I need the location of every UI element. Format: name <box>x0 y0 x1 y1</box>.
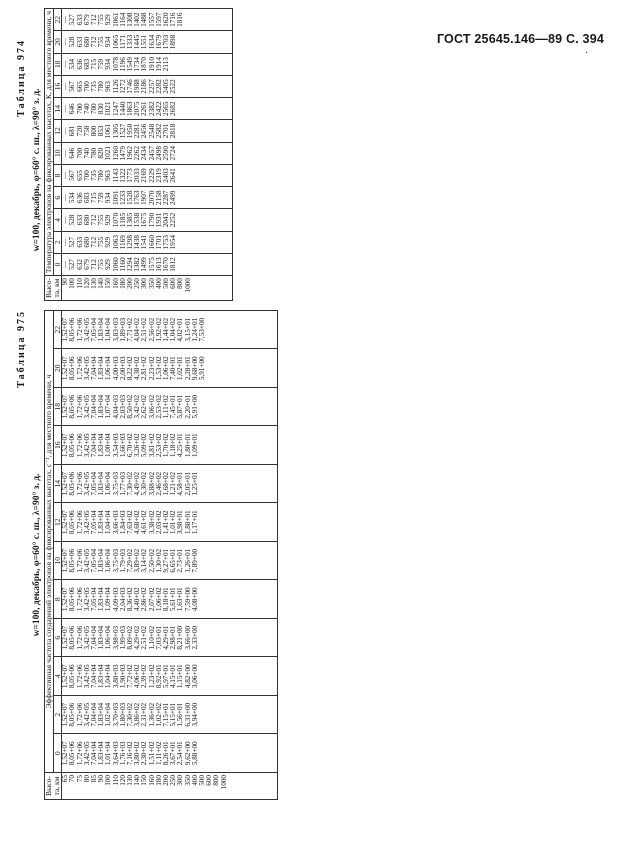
value-column: 1,52+07 8,05+06 1,72+06 3,42+05 7,04+04 1,83+04 1,07+04 4,04+03 2,03+03 8,50+02 3,42+02 2,62+02 3,06+02 2,53+02 1,11+02 7,45+01 5,87+01 2,20+01 5,91+00 <box>62 388 278 427</box>
hour-header: 14 <box>53 465 62 504</box>
hour-header: 8 <box>53 164 62 186</box>
scan-dot: · <box>585 48 589 59</box>
hour-header: 16 <box>53 426 62 465</box>
value-column: — 527 633 680 712 755 929 1063 1169 1298 1438 1541 1660 1701 1753 1954 <box>62 231 233 253</box>
altitude-column: 90 100 110 120 130 140 150 160 180 200 250 300 350 400 500 600 800 1000 <box>62 276 233 301</box>
value-column: 1,52+07 8,05+06 1,72+06 3,42+05 7,04+04 1,83+04 1,04+04 3,80+03 1,90+03 7,72+02 4,06+02 2,39+02 1,23+02 8,92+01 5,97+01 4,15+01 1,15+01 4,82+00 3,06+00 <box>62 657 278 696</box>
value-column: 1,52+07 8,05+06 1,72+06 3,42+05 7,04+04 1,83+04 1,00+04 3,54+03 1,66+03 6,70+02 3,26+02 5,09+02 3,81+02 2,53+02 1,70+02 1,18+02 4,25+01 1,80+01 1,09+01 <box>62 426 278 465</box>
value-column: 1,52+07 8,05+06 1,72+06 3,42+05 7,04+04 1,83+04 1,06+04 3,98+03 1,99+03 8,09+02 4,29+02 2,51+02 1,10+02 7,03+01 4,29+01 2,98+01 8,21+00 3,66+00 2,33+00 <box>62 619 278 658</box>
altitude-header: Высо- та, км <box>45 773 62 800</box>
hour-header: 16 <box>53 75 62 97</box>
value-column: 1,52+07 8,05+06 1,72+06 3,42+05 7,05+04 1,83+04 1,04+04 3,66+03 1,84+03 7,63+02 4,68+02 4,61+02 3,38+02 2,03+02 1,41+02 1,01+02 3,98+01 1,88+01 1,17+01 <box>62 503 278 542</box>
value-column: — 527 632 679 712 755 929 1060 1160 1294 1382 1499 1575 1613 1670 1812 <box>62 253 233 275</box>
hour-header: 14 <box>53 98 62 120</box>
hour-header: 20 <box>53 31 62 53</box>
value-column: 1,52+07 8,05+06 1,72+06 3,42+05 7,05+04 1,83+04 1,06+04 3,75+03 1,79+03 7,29+02 3,89+02 3,14+02 2,50+02 1,30+02 9,27+01 6,65+01 2,73+01 1,26+01 7,89+00 <box>62 542 278 581</box>
table-subtitle: w=100, декабрь, φ=60° с. ш., λ=90° з. д. <box>32 473 42 637</box>
table-974-block <box>16 11 233 301</box>
value-column: — 567 665 700 735 780 963 1126 1272 1746 1988 2186 2257 2282 2405 2522 <box>62 75 233 97</box>
table-975-block <box>16 310 278 800</box>
hour-header: 6 <box>53 619 62 658</box>
value-column: 1,52+07 8,05+06 1,72+06 3,42+05 7,05+04 1,83+04 1,06+04 3,75+03 1,77+03 7,30+02 4,49+02 5,30+02 3,88+02 2,46+02 1,68+02 1,21+02 4,58+01 2,05+01 1,25+01 <box>62 465 278 504</box>
value-column: — 527 633 679 712 755 929 1061 1164 1308 1402 1488 1557 1597 1620 1716 1816 <box>62 9 233 31</box>
hour-header: 4 <box>53 209 62 231</box>
hour-header: 0 <box>53 253 62 275</box>
value-column: — 528 633 680 712 755 934 1065 1171 1333 1445 1551 1634 1679 1703 1898 <box>62 31 233 53</box>
hour-header: 20 <box>53 349 62 388</box>
hour-header: 2 <box>53 696 62 735</box>
hour-header: 6 <box>53 187 62 209</box>
hour-header: 0 <box>53 734 62 773</box>
value-column: — 534 636 683 715 759 934 1078 1196 1549 1734 1870 1910 1914 2113 <box>62 53 233 75</box>
value-column: — 534 636 683 715 759 934 1091 1233 1528 1763 1907 2070 2158 2287 2499 <box>62 187 233 209</box>
altitude-header: Высо- та, км <box>45 276 62 301</box>
hour-header: 4 <box>53 657 62 696</box>
altitude-column: 65 70 75 80 85 90 100 110 120 130 140 150 160 180 200 250 300 350 400 500 600 800 1000 <box>62 773 278 800</box>
hour-header: 12 <box>53 503 62 542</box>
value-column: — 567 655 700 735 780 963 1143 1322 1773 2033 2169 2229 2319 2403 2641 <box>62 164 233 186</box>
value-column: 1,52+07 8,05+06 1,72+06 3,42+05 7,05+04 1,83+04 1,04+04 3,83+03 1,89+03 7,71+02 4,04+02 2,51+02 2,56+02 1,92+02 1,44+02 1,04+02 4,02+01 3,15+01 1,24+01 7,53+00 <box>62 311 278 350</box>
hour-header: 2 <box>53 231 62 253</box>
hour-header: 8 <box>53 580 62 619</box>
value-column: 1,52+07 8,05+06 1,72+06 3,42+05 7,04+04 1,83+04 1,06+04 4,00+03 2,00+03 8,22+02 4,38+02 2,81+02 2,23+02 1,53+02 1,06+02 7,40+01 1,02+01 2,28+01 9,68+00 5,91+00 <box>62 349 278 388</box>
value-column: 1,52+07 8,05+06 1,72+06 3,42+05 7,04+04 1,83+04 1,01+04 3,64+03 1,76+03 7,16+02 3,80+02 2,30+02 1,51+02 1,11+02 8,26+01 3,67+01 2,54+01 9,62+00 5,88+00 <box>62 734 278 773</box>
hour-header: 22 <box>53 9 62 31</box>
table-subtitle: w=100, декабрь, φ=60° с. ш., λ=90° з. д. <box>32 88 42 252</box>
value-column: — 528 633 680 712 755 929 1070 1185 1385 1538 1675 1790 1931 2043 2252 <box>62 209 233 231</box>
value-column: — 646 700 740 780 820 1021 1260 1479 1962 2262 2434 2457 2498 2590 2724 <box>62 142 233 164</box>
hour-header: 12 <box>53 120 62 142</box>
value-column: — 681 720 758 800 853 1061 1305 1527 1950 2281 2456 2548 2582 2701 2818 <box>62 120 233 142</box>
hour-header: 10 <box>53 142 62 164</box>
hour-header: 18 <box>53 388 62 427</box>
hour-header: 18 <box>53 53 62 75</box>
data-table <box>44 310 278 800</box>
table-label: Таблица 974 <box>16 39 27 117</box>
gost-page-header: ГОСТ 25645.146—89 С. 394 <box>436 32 604 46</box>
data-table <box>44 8 233 301</box>
value-column: — 646 700 740 780 830 1021 1247 1440 1863 2075 2261 2382 2422 2565 2682 <box>62 98 233 120</box>
group-header: Эффективная частота соударений электронов на фиксированных высотах, с⁻¹, для местного времени, ч <box>45 311 54 773</box>
hour-header: 22 <box>53 311 62 350</box>
value-column: 1,52+07 8,05+06 1,72+06 3,42+05 7,04+04 1,83+04 1,02+04 3,70+03 1,80+03 7,30+02 3,86+02 2,31+02 1,36+02 1,02+02 7,15+01 5,15+01 1,56+01 6,31+00 3,94+00 <box>62 696 278 735</box>
table-label: Таблица 975 <box>16 310 27 388</box>
hour-header: 10 <box>53 542 62 581</box>
group-header: Температура электронов на фиксированных высотах, К, для местного времени, ч <box>45 9 54 276</box>
value-column: 1,52+07 8,05+06 1,72+06 3,42+05 7,05+04 1,83+04 1,09+04 4,09+03 2,04+03 8,36+02 4,40+02 2,86+02 2,07+02 1,06+02 8,18+01 5,61+01 1,63+01 7,59+00 4,08+00 <box>62 580 278 619</box>
